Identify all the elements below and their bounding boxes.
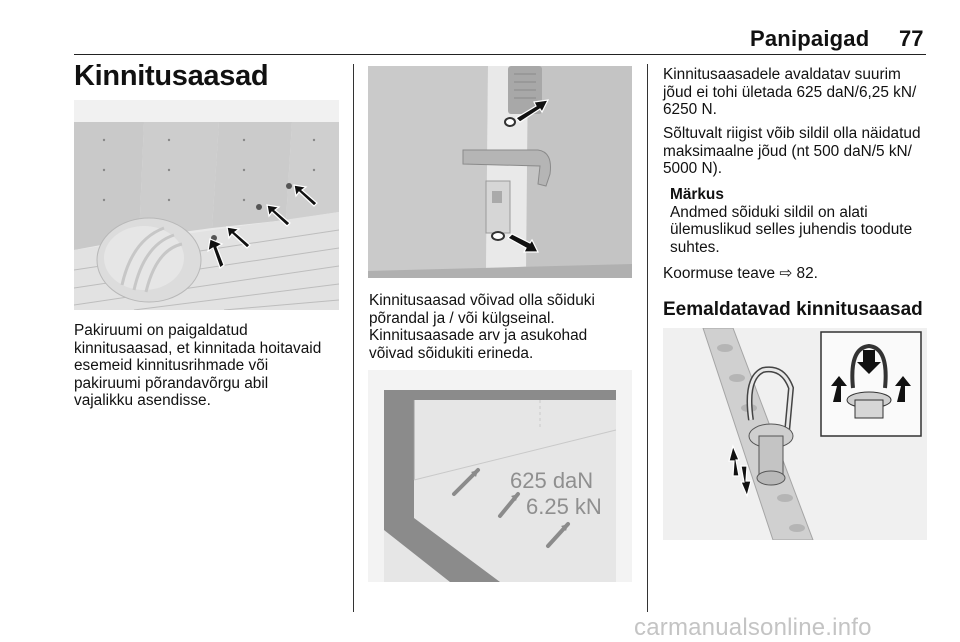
col1-paragraph: Pakiruumi on paigaldatud kinnitusaasad, et kinnitada hoitavaid esemeid kinnitusrihmade või pakiruumi põrandavõrgu abil vajalikku asendisse. xyxy=(74,322,322,409)
removable-anchors-heading: Eemaldatavad kinnitusaasad xyxy=(663,299,923,320)
page-number: 77 xyxy=(899,26,924,51)
reference-arrow-icon: ⇨ xyxy=(779,265,793,282)
note-block: Märkus Andmed sõiduki sildil on alati ülemuslikud selles juhendis toodute suhtes. xyxy=(670,186,913,256)
column-divider-2 xyxy=(647,64,648,612)
removable-anchor-illustration xyxy=(663,328,927,540)
header-rule xyxy=(74,54,926,55)
cross-reference[interactable]: Koormuse teave ⇨ 82. xyxy=(663,265,818,282)
col3-paragraph-1: Kinnitusaasadele avaldatav suurim jõud ei tohi ületada 625 daN/6,25 kN/ 6250 N. xyxy=(663,66,917,118)
col2-paragraph: Kinnitusaasad võivad olla sõiduki põrandal ja / või külgseinal. Kinnitusaasade arv ja asukohad võivad sõidukiti erineda. xyxy=(369,292,595,362)
load-label-daN: 625 daN xyxy=(510,468,594,493)
side-wall-illustration xyxy=(368,66,632,278)
load-rating-illustration xyxy=(368,370,632,582)
column-divider-1 xyxy=(353,64,354,612)
note-label: Märkus xyxy=(670,186,724,203)
watermark: carmanualsonline.info xyxy=(634,614,872,641)
load-label-kN: 6.25 kN xyxy=(526,494,602,519)
header-title: Panipaigad xyxy=(750,26,870,51)
col3-paragraph-2: Sõltuvalt riigist võib sildil olla näidatud maksimaalne jõud (nt 500 daN/5 kN/ 5000 N). xyxy=(663,125,921,177)
cargo-floor-illustration xyxy=(74,100,339,310)
section-title: Kinnitusaasad xyxy=(74,60,269,92)
